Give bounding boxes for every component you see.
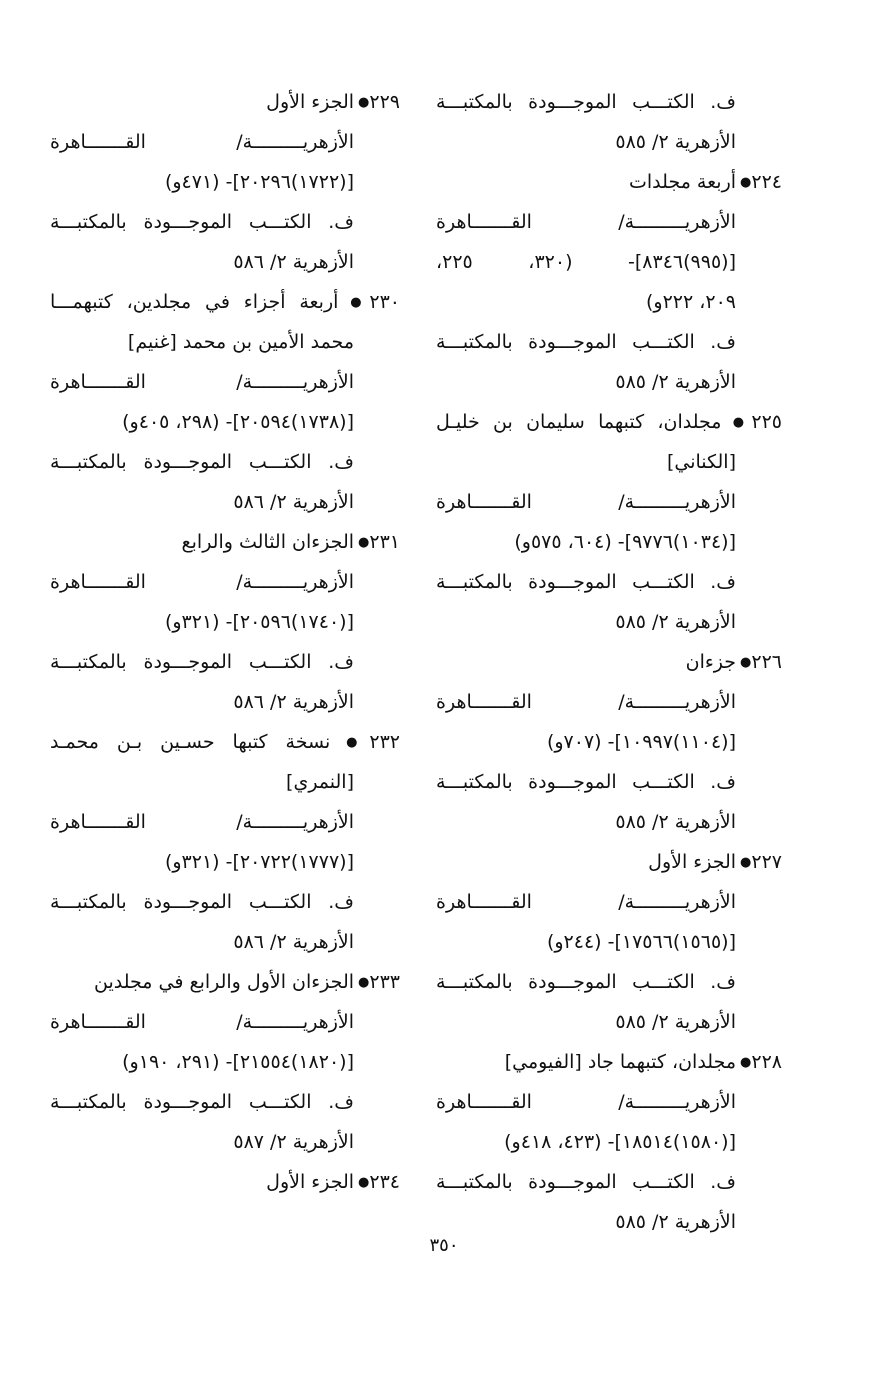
entry-number: ٢٢٥ xyxy=(751,411,782,433)
entry-detail-line: [(١٥٦٥)١٧٥٦٦]- (٢٤٤و) xyxy=(546,931,736,953)
entry-detail-line: الأزهرية ٢/ ٥٨٥ xyxy=(615,1211,736,1233)
entry-detail-line: ف. الكتـــب الموجـــودة بالمكتبـــة xyxy=(436,1171,736,1193)
entry-title: الجزءان الثالث والرابع xyxy=(181,531,355,553)
bullet-icon: ● xyxy=(358,974,370,990)
entry-detail-line: الأزهرية ٢/ ٥٨٦ xyxy=(233,491,354,513)
entry-number: ٢٣٢ xyxy=(369,731,400,753)
bullet-icon: ● xyxy=(334,734,370,750)
entry-detail-line: ف. الكتـــب الموجـــودة بالمكتبـــة xyxy=(50,451,354,473)
bullet-icon: ● xyxy=(358,1174,370,1190)
entry-detail-line: ف. الكتـــب الموجـــودة بالمكتبـــة xyxy=(50,1091,354,1113)
entry-detail-line: [(١٧٤٠)٢٠٥٩٦]- (٣٢١و) xyxy=(164,611,354,633)
entry-heading xyxy=(50,962,400,1002)
entry-detail-line: [(١٧٧٧)٢٠٧٢٢]- (٣٢١و) xyxy=(164,851,354,873)
bullet-icon: ● xyxy=(358,534,370,550)
entry-detail-line: الأزهريـــــــــة/ القـــــــاهرة xyxy=(50,131,354,153)
entry-heading xyxy=(50,722,400,762)
entry-number: ٢٢٤ xyxy=(751,171,782,193)
entry-detail-line: [(٩٩٥)٨٣٤٦]- (٣٢٠، ٢٢٥، xyxy=(436,251,736,273)
entry-detail-line: ٢٠٩، ٢٢٢و) xyxy=(645,291,736,313)
entry-detail-line: الأزهريـــــــــة/ القـــــــاهرة xyxy=(436,691,736,713)
entry-title: الجزءان الأول والرابع في مجلدين xyxy=(94,971,355,993)
entry-title: جزءان xyxy=(685,651,737,673)
entry-title: مجلدان، كتبهما سليمان بن خليـل xyxy=(436,411,722,433)
entry-heading xyxy=(436,842,782,882)
entry-detail-line: الأزهرية ٢/ ٥٨٦ xyxy=(233,931,354,953)
entry-detail-line: الأزهريـــــــــة/ القـــــــاهرة xyxy=(436,1091,736,1113)
entry-title: مجلدان، كتبهما جاد [الفيومي] xyxy=(504,1051,737,1073)
entry-detail-line: ف. الكتـــب الموجـــودة بالمكتبـــة xyxy=(436,571,736,593)
entry-number: ٢٢٧ xyxy=(751,851,782,873)
entry-detail-line: الأزهرية ٢/ ٥٨٦ xyxy=(233,251,354,273)
entry-detail-line: [الكناني] xyxy=(666,451,736,473)
entry-detail-line: [(١٠٣٤)٩٧٧٦]- (٦٠٤، ٥٧٥و) xyxy=(514,531,736,553)
entry-title: نسخة كتبها حسـين بـن محمـد xyxy=(50,731,331,753)
entry-detail-line: الأزهريـــــــــة/ القـــــــاهرة xyxy=(50,371,354,393)
entry-title: أربعة أجزاء في مجلدين، كتبهمـــا xyxy=(50,291,339,313)
bullet-icon: ● xyxy=(740,654,752,670)
bullet-icon: ● xyxy=(358,94,370,110)
entry-heading xyxy=(50,1162,400,1202)
bullet-icon: ● xyxy=(740,1054,752,1070)
entry-title: الجزء الأول xyxy=(266,91,355,113)
left-column xyxy=(50,82,400,1202)
entry-number: ٢٢٩ xyxy=(369,91,400,113)
entry-heading xyxy=(436,642,782,682)
entry-detail-line: الأزهريـــــــــة/ القـــــــاهرة xyxy=(50,811,354,833)
entry-detail-line: [(١١٠٤)١٠٩٩٧]- (٧٠٧و) xyxy=(546,731,736,753)
entry-detail-line: الأزهريـــــــــة/ القـــــــاهرة xyxy=(436,891,736,913)
entry-heading xyxy=(50,282,400,322)
entry-title: الجزء الأول xyxy=(266,1171,355,1193)
entry-number: ٢٣٤ xyxy=(369,1171,400,1193)
entry-detail-line: ف. الكتـــب الموجـــودة بالمكتبـــة xyxy=(436,331,736,353)
entry-number: ٢٣٠ xyxy=(369,291,400,313)
entry-detail-line: [(١٥٨٠)١٨٥١٤]- (٤٢٣، ٤١٨و) xyxy=(504,1131,736,1153)
page-number: ٣٥٠ xyxy=(429,1235,459,1256)
entry-detail-line: الأزهريـــــــــة/ القـــــــاهرة xyxy=(50,571,354,593)
entry-detail-line: ف. الكتـــب الموجـــودة بالمكتبـــة xyxy=(50,891,354,913)
entry-number: ٢٣٣ xyxy=(369,971,400,993)
entry-heading xyxy=(436,162,782,202)
entry-title: الجزء الأول xyxy=(648,851,737,873)
entry-detail-line: الأزهرية ٢/ ٥٨٧ xyxy=(233,1131,354,1153)
entry-detail-line: الأزهريـــــــــة/ القـــــــاهرة xyxy=(436,211,736,233)
bullet-icon: ● xyxy=(740,174,752,190)
entry-title: أربعة مجلدات xyxy=(629,171,737,193)
entry-detail-line: محمد الأمين بن محمد [غنيم] xyxy=(127,331,354,353)
entry-heading xyxy=(50,522,400,562)
entry-number: ٢٣١ xyxy=(369,531,400,553)
entry-detail-line: ف. الكتـــب الموجـــودة بالمكتبـــة xyxy=(50,651,354,673)
entry-detail-line: ف. الكتـــب الموجـــودة بالمكتبـــة xyxy=(436,771,736,793)
entry-detail-line: الأزهريـــــــــة/ القـــــــاهرة xyxy=(50,1011,354,1033)
bullet-icon: ● xyxy=(740,854,752,870)
bullet-icon: ● xyxy=(725,414,752,430)
entry-detail-line: الأزهرية ٢/ ٥٨٥ xyxy=(615,611,736,633)
entry-heading xyxy=(50,82,400,122)
bullet-icon: ● xyxy=(342,294,370,310)
entry-number: ٢٢٦ xyxy=(751,651,782,673)
entry-heading xyxy=(436,1042,782,1082)
entry-detail-line: الأزهرية ٢/ ٥٨٦ xyxy=(233,691,354,713)
entry-detail-line: [(١٧٢٢)٢٠٢٩٦]- (٤٧١و) xyxy=(164,171,354,193)
entry-heading xyxy=(436,402,782,442)
right-column xyxy=(436,82,782,1242)
entry-detail-line: [(١٨٢٠)٢١٥٥٤]- (٢٩١، ١٩٠و) xyxy=(122,1051,354,1073)
entry-detail-line: الأزهرية ٢/ ٥٨٥ xyxy=(615,131,736,153)
entry-number: ٢٢٨ xyxy=(751,1051,782,1073)
entry-detail-line: الأزهرية ٢/ ٥٨٥ xyxy=(615,1011,736,1033)
entry-detail-line: ف. الكتـــب الموجـــودة بالمكتبـــة xyxy=(436,91,736,113)
entry-detail-line: الأزهرية ٢/ ٥٨٥ xyxy=(615,811,736,833)
entry-detail-line: ف. الكتـــب الموجـــودة بالمكتبـــة xyxy=(50,211,354,233)
entry-detail-line: الأزهريـــــــــة/ القـــــــاهرة xyxy=(436,491,736,513)
entry-detail-line: [النمري] xyxy=(286,771,354,793)
entry-detail-line: الأزهرية ٢/ ٥٨٥ xyxy=(615,371,736,393)
entry-detail-line: [(١٧٣٨)٢٠٥٩٤]- (٢٩٨، ٤٠٥و) xyxy=(122,411,354,433)
entry-detail-line: ف. الكتـــب الموجـــودة بالمكتبـــة xyxy=(436,971,736,993)
